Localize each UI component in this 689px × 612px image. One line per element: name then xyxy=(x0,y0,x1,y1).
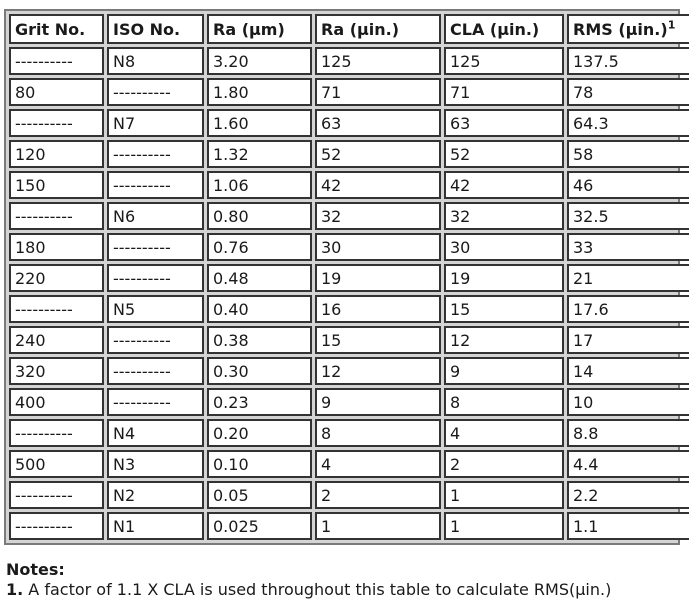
cell-rms-uin: 33 xyxy=(567,233,689,261)
cell-rms-uin: 21 xyxy=(567,264,689,292)
cell-iso-no: N5 xyxy=(107,295,204,323)
table-row xyxy=(9,388,689,416)
cell-ra-um: 0.20 xyxy=(207,419,312,447)
cell-grit-no: 240 xyxy=(9,326,104,354)
table-row xyxy=(9,295,689,323)
note-item xyxy=(6,580,682,600)
cell-ra-um: 0.38 xyxy=(207,326,312,354)
cell-cla-uin: 4 xyxy=(444,419,564,447)
cell-ra-um: 0.48 xyxy=(207,264,312,292)
header-ra-um: Ra (µm) xyxy=(207,14,312,44)
cell-iso-no: ---------- xyxy=(107,264,204,292)
cell-cla-uin: 32 xyxy=(444,202,564,230)
cell-grit-no: 180 xyxy=(9,233,104,261)
cell-ra-uin: 19 xyxy=(315,264,441,292)
cell-cla-uin: 71 xyxy=(444,78,564,106)
cell-ra-um: 0.76 xyxy=(207,233,312,261)
cell-ra-um: 0.40 xyxy=(207,295,312,323)
cell-ra-uin: 30 xyxy=(315,233,441,261)
header-cla-uin: CLA (µin.) xyxy=(444,14,564,44)
cell-cla-uin: 12 xyxy=(444,326,564,354)
notes-section xyxy=(6,560,682,600)
cell-ra-um: 0.30 xyxy=(207,357,312,385)
cell-cla-uin: 52 xyxy=(444,140,564,168)
cell-cla-uin: 30 xyxy=(444,233,564,261)
cell-ra-um: 1.06 xyxy=(207,171,312,199)
table-header-row xyxy=(9,14,689,44)
cell-grit-no: 220 xyxy=(9,264,104,292)
cell-cla-uin: 2 xyxy=(444,450,564,478)
cell-iso-no: ---------- xyxy=(107,233,204,261)
cell-iso-no: ---------- xyxy=(107,171,204,199)
cell-cla-uin: 42 xyxy=(444,171,564,199)
cell-rms-uin: 78 xyxy=(567,78,689,106)
table-row xyxy=(9,78,689,106)
cell-iso-no: N4 xyxy=(107,419,204,447)
cell-ra-um: 0.10 xyxy=(207,450,312,478)
table-row xyxy=(9,481,689,509)
cell-grit-no: 80 xyxy=(9,78,104,106)
cell-rms-uin: 1.1 xyxy=(567,512,689,540)
table-row xyxy=(9,140,689,168)
cell-iso-no: ---------- xyxy=(107,326,204,354)
surface-finish-table-container xyxy=(4,9,680,545)
cell-grit-no: 320 xyxy=(9,357,104,385)
cell-ra-uin: 8 xyxy=(315,419,441,447)
cell-grit-no: ---------- xyxy=(9,481,104,509)
cell-grit-no: ---------- xyxy=(9,202,104,230)
table-row xyxy=(9,109,689,137)
cell-cla-uin: 63 xyxy=(444,109,564,137)
cell-rms-uin: 137.5 xyxy=(567,47,689,75)
cell-ra-uin: 16 xyxy=(315,295,441,323)
header-rms-label: RMS (µin.) xyxy=(573,19,668,39)
cell-ra-uin: 71 xyxy=(315,78,441,106)
cell-rms-uin: 58 xyxy=(567,140,689,168)
cell-ra-uin: 4 xyxy=(315,450,441,478)
cell-rms-uin: 46 xyxy=(567,171,689,199)
cell-ra-uin: 2 xyxy=(315,481,441,509)
cell-iso-no: ---------- xyxy=(107,388,204,416)
cell-grit-no: 500 xyxy=(9,450,104,478)
cell-grit-no: ---------- xyxy=(9,419,104,447)
cell-ra-um: 0.025 xyxy=(207,512,312,540)
header-ra-uin: Ra (µin.) xyxy=(315,14,441,44)
cell-ra-uin: 15 xyxy=(315,326,441,354)
cell-ra-um: 1.32 xyxy=(207,140,312,168)
cell-cla-uin: 125 xyxy=(444,47,564,75)
cell-ra-uin: 125 xyxy=(315,47,441,75)
cell-iso-no: N3 xyxy=(107,450,204,478)
cell-rms-uin: 10 xyxy=(567,388,689,416)
cell-iso-no: N2 xyxy=(107,481,204,509)
table-row xyxy=(9,326,689,354)
cell-iso-no: ---------- xyxy=(107,357,204,385)
cell-rms-uin: 64.3 xyxy=(567,109,689,137)
cell-grit-no: 400 xyxy=(9,388,104,416)
cell-iso-no: ---------- xyxy=(107,140,204,168)
cell-cla-uin: 1 xyxy=(444,481,564,509)
surface-finish-table xyxy=(6,11,689,543)
cell-cla-uin: 19 xyxy=(444,264,564,292)
cell-ra-uin: 12 xyxy=(315,357,441,385)
table-row xyxy=(9,419,689,447)
table-row xyxy=(9,171,689,199)
table-row xyxy=(9,233,689,261)
header-grit-no: Grit No. xyxy=(9,14,104,44)
table-row xyxy=(9,264,689,292)
cell-iso-no: N1 xyxy=(107,512,204,540)
cell-ra-um: 0.05 xyxy=(207,481,312,509)
header-iso-no: ISO No. xyxy=(107,14,204,44)
cell-grit-no: ---------- xyxy=(9,295,104,323)
header-rms-uin xyxy=(567,14,689,44)
cell-ra-uin: 52 xyxy=(315,140,441,168)
note-number: 1. xyxy=(6,580,24,599)
cell-ra-um: 1.60 xyxy=(207,109,312,137)
table-row xyxy=(9,47,689,75)
cell-grit-no: 120 xyxy=(9,140,104,168)
table-body xyxy=(9,47,689,540)
cell-ra-um: 1.80 xyxy=(207,78,312,106)
cell-iso-no: N7 xyxy=(107,109,204,137)
cell-ra-um: 3.20 xyxy=(207,47,312,75)
cell-grit-no: ---------- xyxy=(9,512,104,540)
cell-iso-no: ---------- xyxy=(107,78,204,106)
cell-ra-uin: 9 xyxy=(315,388,441,416)
cell-grit-no: ---------- xyxy=(9,109,104,137)
cell-rms-uin: 32.5 xyxy=(567,202,689,230)
cell-rms-uin: 17.6 xyxy=(567,295,689,323)
table-row xyxy=(9,202,689,230)
cell-ra-um: 0.80 xyxy=(207,202,312,230)
cell-iso-no: N6 xyxy=(107,202,204,230)
header-rms-footnote-marker: 1 xyxy=(667,18,676,32)
cell-grit-no: ---------- xyxy=(9,47,104,75)
cell-iso-no: N8 xyxy=(107,47,204,75)
cell-grit-no: 150 xyxy=(9,171,104,199)
notes-title: Notes: xyxy=(6,560,65,579)
cell-cla-uin: 9 xyxy=(444,357,564,385)
cell-cla-uin: 15 xyxy=(444,295,564,323)
cell-rms-uin: 4.4 xyxy=(567,450,689,478)
cell-cla-uin: 1 xyxy=(444,512,564,540)
cell-ra-uin: 42 xyxy=(315,171,441,199)
cell-rms-uin: 2.2 xyxy=(567,481,689,509)
cell-ra-uin: 63 xyxy=(315,109,441,137)
cell-ra-uin: 1 xyxy=(315,512,441,540)
cell-ra-uin: 32 xyxy=(315,202,441,230)
table-row xyxy=(9,512,689,540)
note-text: A factor of 1.1 X CLA is used throughout this table to calculate RMS(µin.) xyxy=(23,580,612,599)
cell-rms-uin: 14 xyxy=(567,357,689,385)
cell-ra-um: 0.23 xyxy=(207,388,312,416)
cell-cla-uin: 8 xyxy=(444,388,564,416)
cell-rms-uin: 17 xyxy=(567,326,689,354)
cell-rms-uin: 8.8 xyxy=(567,419,689,447)
table-row xyxy=(9,357,689,385)
table-row xyxy=(9,450,689,478)
